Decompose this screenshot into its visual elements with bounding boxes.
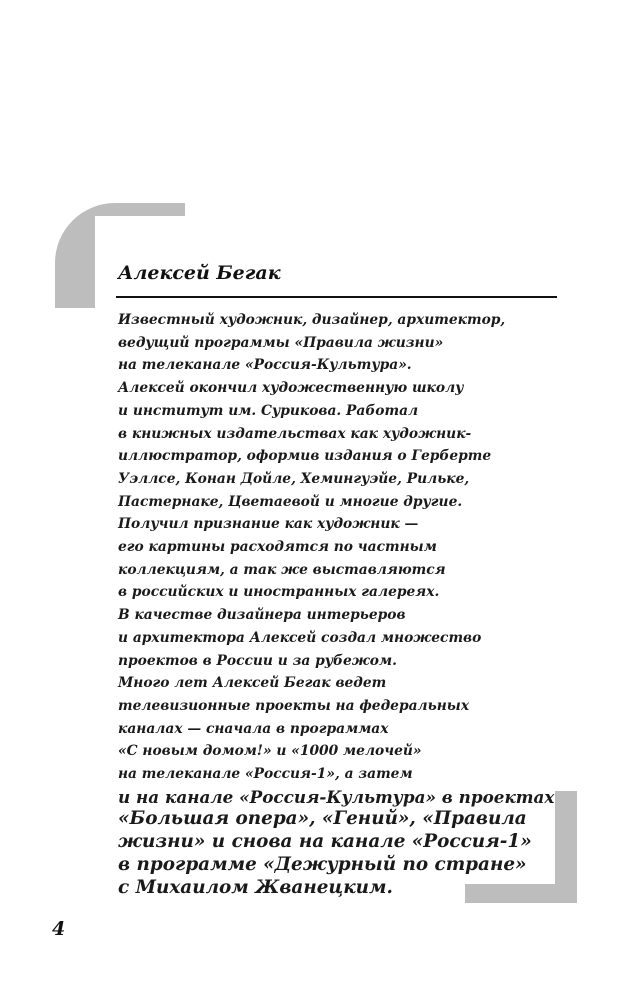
bio-line: с Михаилом Жванецким. bbox=[118, 876, 393, 898]
bio-line: «С новым домом!» и «1000 мелочей» bbox=[118, 743, 422, 760]
bio-line: Много лет Алексей Бегак ведет bbox=[118, 675, 387, 692]
bio-line: на телеканале «Россия-1», а затем bbox=[118, 766, 413, 783]
bio-line: ведущий программы «Правила жизни» bbox=[118, 334, 444, 351]
divider-rule bbox=[116, 296, 557, 298]
bio-line: в книжных издательствах как художник- bbox=[118, 425, 472, 442]
bio-line: Известный художник, дизайнер, архитектор, bbox=[118, 312, 506, 328]
bio-line: на телеканале «Россия-Культура». bbox=[118, 357, 412, 374]
bio-line: и институт им. Сурикова. Работал bbox=[118, 402, 419, 419]
bio-line: и архитектора Алексей создал множество bbox=[118, 629, 482, 646]
bio-line: в российских и иностранных галереях. bbox=[118, 584, 440, 601]
bio-line: его картины расходятся по частным bbox=[118, 539, 437, 556]
bio-line: и на канале «Россия-Культура» в проектах bbox=[118, 786, 555, 807]
page-number: 4 bbox=[52, 918, 66, 940]
bio-line: каналах — сначала в программах bbox=[118, 720, 389, 737]
bio-line: жизни» и снова на канале «Россия-1» bbox=[118, 831, 532, 853]
bio-line: В качестве дизайнера интерьеров bbox=[118, 607, 406, 624]
bio-text bbox=[118, 309, 554, 899]
bio-line: Пастернаке, Цветаевой и многие другие. bbox=[118, 493, 463, 510]
bio-line: коллекциям, а так же выставляются bbox=[118, 561, 446, 578]
bio-line: в программе «Дежурный по стране» bbox=[118, 853, 527, 875]
author-name: Алексей Бегак bbox=[118, 262, 281, 284]
bio-line: Алексей окончил художественную школу bbox=[118, 380, 464, 397]
bio-line: «Большая опера», «Гений», «Правила bbox=[118, 808, 527, 830]
bio-line: Уэллсе, Конан Дойле, Хемингуэйе, Рильке, bbox=[118, 470, 470, 487]
bio-line: Получил признание как художник — bbox=[118, 516, 419, 533]
bio-line: телевизионные проекты на федеральных bbox=[118, 697, 470, 714]
bio-line: проектов в России и за рубежом. bbox=[118, 652, 397, 669]
bio-line: иллюстратор, оформив издания о Герберте bbox=[118, 448, 492, 465]
